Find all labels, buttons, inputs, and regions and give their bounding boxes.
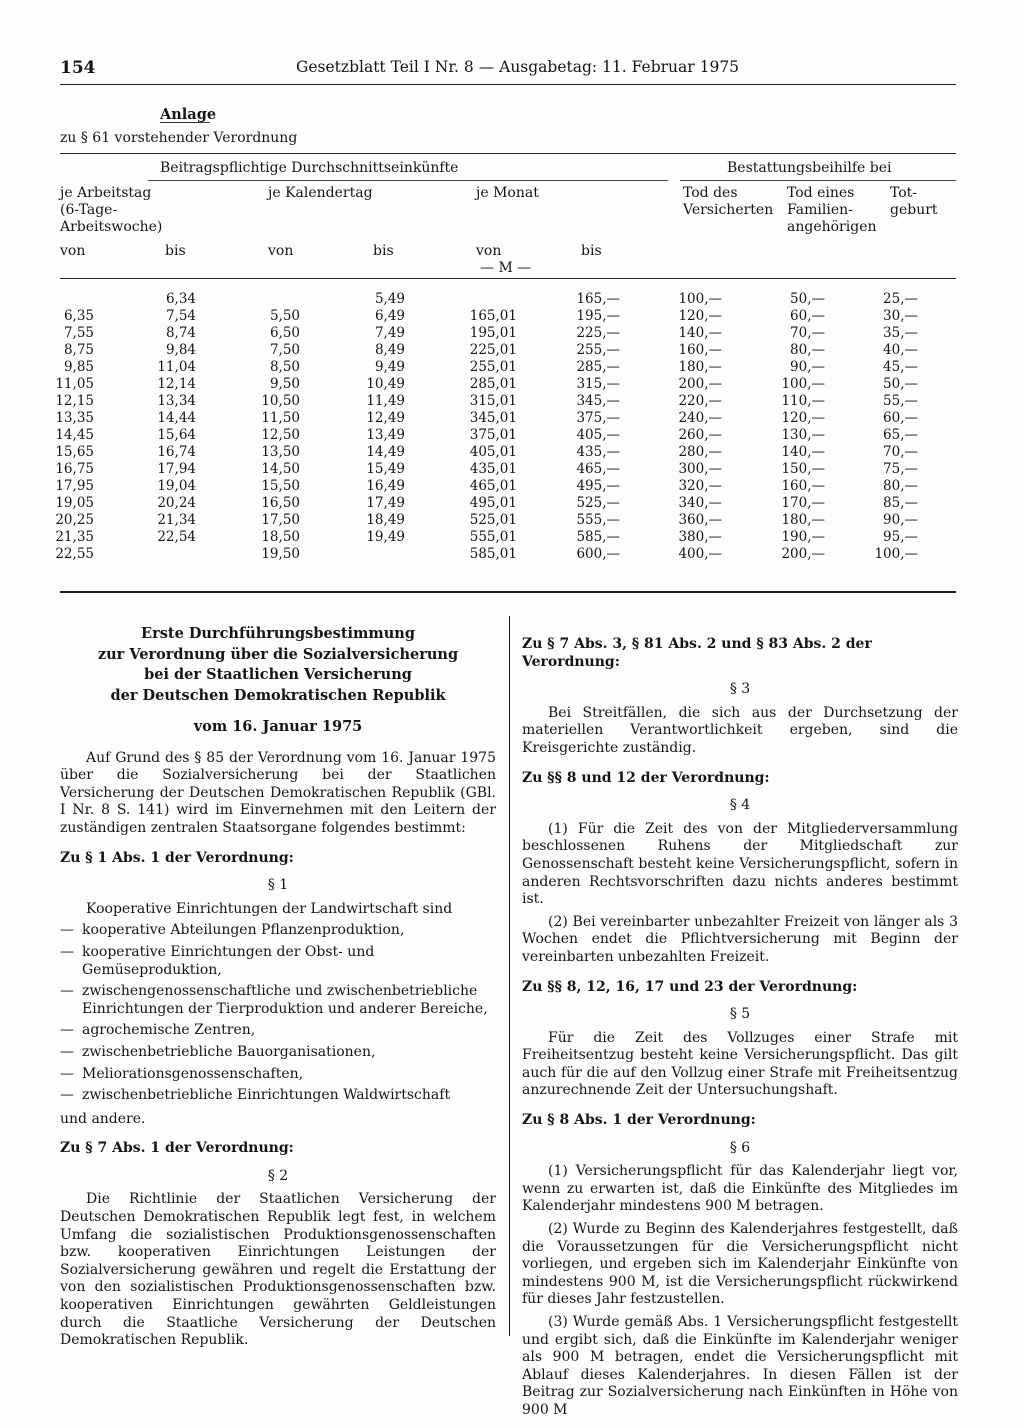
table-cell: 7,54 — [165, 308, 196, 324]
list-item-text: kooperative Einrichtungen der Obst- und Gemüseproduktion, — [82, 943, 375, 978]
table-cell: 50,— — [790, 291, 825, 307]
table-cell: 95,— — [883, 529, 918, 545]
table-cell: 375,— — [576, 410, 620, 426]
table-cell: 90,— — [790, 359, 825, 375]
table-cell: 100,— — [781, 376, 825, 392]
col-header-kalendertag: je Kalendertag — [268, 185, 373, 201]
header-rule — [60, 84, 956, 85]
table-cell: 22,55 — [55, 546, 94, 562]
table-cell: 495,01 — [469, 495, 517, 511]
right-column — [522, 624, 958, 1420]
table-top-rule — [60, 153, 956, 154]
table-cell: 130,— — [781, 427, 825, 443]
table-cell: 80,— — [883, 478, 918, 494]
table-cell: 345,01 — [469, 410, 517, 426]
table-cell — [250, 291, 300, 308]
col-header-arbeitstag: je Arbeitstag (6-Tage- Arbeitswoche) — [60, 185, 163, 235]
table-cell: 405,01 — [469, 444, 517, 460]
intro-paragraph: Auf Grund des § 85 der Verordnung vom 16. Januar 1975 über die Sozialversicherung bei der Staatlichen Versicherung der Deutschen Demokratischen Republik (GBl. I Nr. 8 S. 141) wird im Einvernehmen mit den Leitern der zuständigen zentralen Staatsorgane folgendes bestimmt: — [60, 749, 496, 836]
subheader-von-1: von — [60, 243, 86, 259]
section-4-para-1: (1) Für die Zeit des von der Mitgliederversammlung beschlossenen Ruhens der Mitgliedschaft zur Genossenschaft besteht keine Versicherungspflicht, sofern in anderen Rechtsvorschriften dazu nichts anderes bestimmt ist. — [522, 820, 958, 908]
section-6-number: § 6 — [729, 1139, 751, 1156]
table-cell: 345,— — [576, 393, 620, 409]
table-cell: 555,— — [576, 512, 620, 528]
table-cell: 150,— — [781, 461, 825, 477]
table-cell: 90,— — [883, 512, 918, 528]
section-3-reference: Zu § 7 Abs. 3, § 81 Abs. 2 und § 83 Abs. 2 der Verordnung: — [522, 636, 872, 670]
table-cell: 200,— — [781, 546, 825, 562]
list-item: — kooperative Abteilungen Pflanzenproduktion, — [60, 922, 405, 939]
table-cell: 600,— — [576, 546, 620, 562]
regulation-title: Erste Durchführungsbestimmung zur Verordnung über die Sozialversicherung bei der Staatlichen Versicherung der Deutschen Demokratischen Republik — [97, 625, 459, 704]
table-cell — [455, 291, 517, 308]
subheader-bis-3: bis — [581, 243, 602, 259]
table-cell: 300,— — [678, 461, 722, 477]
table-cell: 255,01 — [469, 359, 517, 375]
table-cell: 14,45 — [55, 427, 94, 443]
table-cell: 20,25 — [55, 512, 94, 528]
list-item-text: kooperative Abteilungen Pflanzenproduktion, — [82, 922, 405, 939]
col-header-monat: je Monat — [476, 185, 539, 201]
list-item-text: zwischenbetriebliche Einrichtungen Waldwirtschaft — [82, 1087, 451, 1104]
list-item-text: agrochemische Zentren, — [82, 1022, 256, 1039]
col-tod-familie — [770, 291, 825, 563]
section-1-list — [60, 922, 496, 1104]
table-cell: 140,— — [781, 444, 825, 460]
table-cell: 465,— — [576, 461, 620, 477]
table-cell — [350, 546, 405, 563]
table-cell: 13,34 — [157, 393, 196, 409]
table-cell: 45,— — [883, 359, 918, 375]
table-cell: 15,49 — [366, 461, 405, 477]
col-kalendertag-von — [250, 291, 300, 563]
table-cell: 180,— — [781, 512, 825, 528]
table-cell: 6,35 — [63, 308, 94, 324]
col-monat-von — [455, 291, 517, 563]
table-cell: 225,— — [576, 325, 620, 341]
section-1-reference: Zu § 1 Abs. 1 der Verordnung: — [60, 849, 294, 866]
table-cell: 285,01 — [469, 376, 517, 392]
list-item: — zwischenbetriebliche Bauorganisationen, — [60, 1043, 376, 1060]
section-4-reference: Zu §§ 8 und 12 der Verordnung: — [522, 769, 770, 786]
table-cell: 380,— — [678, 529, 722, 545]
table-cell — [140, 546, 196, 563]
section-1-number: § 1 — [267, 877, 289, 894]
table-cell: 120,— — [781, 410, 825, 426]
table-cell: 10,49 — [366, 376, 405, 392]
table-cell: 555,01 — [469, 529, 517, 545]
section-6-reference: Zu § 8 Abs. 1 der Verordnung: — [522, 1112, 756, 1129]
page-number: 154 — [60, 58, 96, 78]
section-4-para-2: (2) Bei vereinbarter unbezahlter Freizeit von länger als 3 Wochen endet die Pflichtversicherung mit Beginn der vereinbarten unbezahlten Freizeit. — [522, 913, 958, 965]
col-monat-bis — [560, 291, 620, 563]
table-cell: 10,50 — [261, 393, 300, 409]
table-cell: 12,49 — [366, 410, 405, 426]
table-cell: 525,01 — [469, 512, 517, 528]
table-cell: 7,55 — [63, 325, 94, 341]
table-cell: 435,— — [576, 444, 620, 460]
table-cell: 17,49 — [366, 495, 405, 511]
section-6-para-2: (2) Wurde zu Beginn des Kalenderjahres festgestellt, daß die Voraussetzungen für die Versicherungspflicht nicht vorliegen, und ergeben sich im Kalenderjahr Einkünfte von mindestens 900 M, ist die Versicherungspflicht rückwirkend für dieses Jahr festzustellen. — [522, 1221, 958, 1308]
subheader-bis-1: bis — [165, 243, 186, 259]
col-totgeburt — [860, 291, 918, 563]
table-cell: 340,— — [678, 495, 722, 511]
table-cell: 435,01 — [469, 461, 517, 477]
table-cell: 140,— — [678, 325, 722, 341]
table-cell: 320,— — [678, 478, 722, 494]
subheader-bis-2: bis — [373, 243, 394, 259]
list-item: — zwischengenossenschaftliche und zwischenbetriebliche Einrichtungen der Tierproduktion und anderer Bereiche, — [60, 983, 496, 1018]
table-cell: 120,— — [678, 308, 722, 324]
table-cell: 285,— — [576, 359, 620, 375]
table-cell: 165,01 — [469, 308, 517, 324]
page-header — [60, 58, 960, 82]
table-bottom-rule — [60, 591, 956, 593]
table-cell: 60,— — [883, 410, 918, 426]
table-cell: 8,75 — [63, 342, 94, 358]
table-cell: 20,24 — [157, 495, 196, 511]
table-cell: 165,— — [576, 291, 620, 307]
table-cell: 75,— — [883, 461, 918, 477]
list-item-text: zwischengenossenschaftliche und zwischenbetriebliche Einrichtungen der Tierproduktion und anderer Bereiche, — [82, 983, 488, 1017]
table-cell: 30,— — [883, 308, 918, 324]
table-cell: 70,— — [883, 444, 918, 460]
table-cell: 495,— — [576, 478, 620, 494]
table-cell: 9,49 — [374, 359, 405, 375]
table-cell: 17,95 — [55, 478, 94, 494]
table-cell: 19,50 — [261, 546, 300, 562]
table-cell: 35,— — [883, 325, 918, 341]
table-cell: 13,35 — [55, 410, 94, 426]
section-5-text: Für die Zeit des Vollzuges einer Strafe mit Freiheitsentzug besteht keine Versicherungspflicht. Das gilt auch für die auf den Vollzug einer Strafe mit Freiheitsentzug anzurechnende Zeit der Untersuchungshaft. — [522, 1029, 958, 1099]
table-cell: 585,01 — [469, 546, 517, 562]
table-cell: 405,— — [576, 427, 620, 443]
list-item: — zwischenbetriebliche Einrichtungen Waldwirtschaft — [60, 1087, 451, 1104]
table-cell: 19,05 — [55, 495, 94, 511]
table-cell: 9,84 — [165, 342, 196, 358]
table-cell: 15,64 — [157, 427, 196, 443]
table-cell: 465,01 — [469, 478, 517, 494]
table-cell: 525,— — [576, 495, 620, 511]
left-column — [60, 624, 496, 1350]
table-cell: 7,49 — [374, 325, 405, 341]
table-cell: 8,50 — [269, 359, 300, 375]
table-cell: 65,— — [883, 427, 918, 443]
table-cell: 200,— — [678, 376, 722, 392]
table-cell: 13,49 — [366, 427, 405, 443]
table-cell: 280,— — [678, 444, 722, 460]
table-cell: 18,50 — [261, 529, 300, 545]
section-2-number: § 2 — [267, 1167, 289, 1184]
section-5-number: § 5 — [729, 1006, 751, 1023]
section-5-reference: Zu §§ 8, 12, 16, 17 und 23 der Verordnung: — [522, 978, 858, 995]
section-3-number: § 3 — [729, 681, 751, 698]
col-arbeitstag-bis — [140, 291, 196, 563]
income-group-rule — [148, 180, 668, 181]
section-2-reference: Zu § 7 Abs. 1 der Verordnung: — [60, 1140, 294, 1157]
table-cell: 21,34 — [157, 512, 196, 528]
table-cell: 100,— — [874, 546, 918, 562]
col-arbeitstag-von — [40, 291, 94, 563]
table-cell: 180,— — [678, 359, 722, 375]
table-cell: 255,— — [576, 342, 620, 358]
subheader-von-3: von — [476, 243, 502, 259]
list-item: — kooperative Einrichtungen der Obst- und Gemüseproduktion, — [60, 944, 496, 979]
list-item: — agrochemische Zentren, — [60, 1022, 256, 1039]
table-cell: 6,49 — [374, 308, 405, 324]
table-cell: 315,01 — [469, 393, 517, 409]
regulation-date: vom 16. Januar 1975 — [193, 718, 363, 735]
table-cell: 9,85 — [63, 359, 94, 375]
table-cell: 585,— — [576, 529, 620, 545]
table-cell: 15,50 — [261, 478, 300, 494]
section-3-text: Bei Streitfällen, die sich aus der Durchsetzung der materiellen Verantwortlichkeit ergeben, sind die Kreisgerichte zuständig. — [522, 704, 958, 756]
table-cell: 400,— — [678, 546, 722, 562]
anlage-subtitle: zu § 61 vorstehender Verordnung — [60, 130, 298, 146]
table-cell: 19,49 — [366, 529, 405, 545]
table-cell: 25,— — [883, 291, 918, 307]
table-cell: 8,49 — [374, 342, 405, 358]
table-cell: 160,— — [781, 478, 825, 494]
table-cell: 14,50 — [261, 461, 300, 477]
table-cell: 85,— — [883, 495, 918, 511]
table-cell: 12,15 — [55, 393, 94, 409]
table-cell: 110,— — [781, 393, 825, 409]
column-divider — [509, 616, 510, 1336]
table-cell: 315,— — [576, 376, 620, 392]
table-cell: 70,— — [790, 325, 825, 341]
table-cell: 9,50 — [269, 376, 300, 392]
table-cell — [40, 291, 94, 308]
table-cell: 50,— — [883, 376, 918, 392]
table-cell: 160,— — [678, 342, 722, 358]
table-cell: 16,74 — [157, 444, 196, 460]
table-cell: 15,65 — [55, 444, 94, 460]
col-header-tod-familie: Tod eines Familien- angehörigen — [787, 185, 877, 235]
section-1-outro: und andere. — [60, 1110, 146, 1127]
table-cell: 195,01 — [469, 325, 517, 341]
col-tod-versicherten — [660, 291, 722, 563]
col-kalendertag-bis — [350, 291, 405, 563]
table-cell: 11,04 — [157, 359, 196, 375]
table-cell: 16,50 — [261, 495, 300, 511]
list-item-text: Meliorationsgenossenschaften, — [82, 1065, 304, 1082]
list-item: — Meliorationsgenossenschaften, — [60, 1065, 304, 1082]
col-header-tod-versicherten: Tod des Versicherten — [683, 185, 774, 218]
table-cell: 19,04 — [157, 478, 196, 494]
table-cell: 14,49 — [366, 444, 405, 460]
table-cell: 225,01 — [469, 342, 517, 358]
table-cell: 80,— — [790, 342, 825, 358]
table-header-rule — [60, 278, 956, 279]
table-cell: 16,49 — [366, 478, 405, 494]
table-cell: 6,50 — [269, 325, 300, 341]
table-cell: 55,— — [883, 393, 918, 409]
table-cell: 100,— — [678, 291, 722, 307]
anlage-underline — [160, 122, 210, 123]
table-cell: 11,49 — [366, 393, 405, 409]
unit-mark: — M — — [480, 260, 532, 276]
table-cell: 5,49 — [374, 291, 405, 307]
table-cell: 7,50 — [269, 342, 300, 358]
table-cell: 190,— — [781, 529, 825, 545]
section-4-number: § 4 — [729, 797, 751, 814]
table-cell: 360,— — [678, 512, 722, 528]
anlage-label: Anlage — [160, 106, 217, 123]
table-cell: 11,05 — [55, 376, 94, 392]
table-cell: 375,01 — [469, 427, 517, 443]
table-cell: 17,94 — [157, 461, 196, 477]
table-cell: 5,50 — [269, 308, 300, 324]
burial-group-rule — [680, 180, 956, 181]
table-cell: 220,— — [678, 393, 722, 409]
table-cell: 12,50 — [261, 427, 300, 443]
table-cell: 240,— — [678, 410, 722, 426]
section-6-para-3: (3) Wurde gemäß Abs. 1 Versicherungspflicht festgestellt und ergibt sich, daß die Einkünfte im Kalenderjahr weniger als 900 M betragen, endet die Versicherungspflicht mit Ablauf dieses Kalenderjahres. In diesen Fällen ist der Beitrag zur Sozialversicherung nach Einkünften in Höhe von 900 M — [522, 1314, 958, 1418]
table-cell: 21,35 — [55, 529, 94, 545]
section-1-intro: Kooperative Einrichtungen der Landwirtschaft sind — [86, 900, 453, 917]
income-group-header: Beitragspflichtige Durchschnittseinkünfte — [160, 160, 459, 176]
table-cell: 11,50 — [261, 410, 300, 426]
table-cell: 14,44 — [157, 410, 196, 426]
table-cell: 17,50 — [261, 512, 300, 528]
table-cell: 40,— — [883, 342, 918, 358]
table-cell: 195,— — [576, 308, 620, 324]
table-cell: 6,34 — [165, 291, 196, 307]
gazette-title: Gesetzblatt Teil I Nr. 8 — Ausgabetag: 11. Februar 1975 — [296, 58, 740, 76]
table-cell: 170,— — [781, 495, 825, 511]
table-cell: 12,14 — [157, 376, 196, 392]
table-cell: 13,50 — [261, 444, 300, 460]
table-cell: 60,— — [790, 308, 825, 324]
table-cell: 8,74 — [165, 325, 196, 341]
burial-group-header: Bestattungsbeihilfe bei — [727, 160, 892, 176]
list-item-text: zwischenbetriebliche Bauorganisationen, — [82, 1043, 376, 1060]
col-header-totgeburt: Tot- geburt — [890, 185, 938, 218]
table-cell: 260,— — [678, 427, 722, 443]
section-2-text: Die Richtlinie der Staatlichen Versicherung der Deutschen Demokratischen Republik legt fest, in welchem Umfang die sozialistischen Produktionsgenossenschaften bzw. kooperativen Einrichtungen Leistungen der Sozialversicherung gewähren und regelt die Erstattung der von den sozialistischen Produktionsgenossenschaften bzw. kooperativen Einrichtungen gewährten Geldleistungen durch die Staatliche Versicherung der Deutschen Demokratischen Republik. — [60, 1191, 496, 1349]
subheader-von-2: von — [268, 243, 294, 259]
table-cell: 22,54 — [157, 529, 196, 545]
section-6-para-1: (1) Versicherungspflicht für das Kalenderjahr liegt vor, wenn zu erwarten ist, daß die Einkünfte des Mitgliedes im Kalenderjahr mindestens 900 M betragen. — [522, 1163, 958, 1215]
table-cell: 18,49 — [366, 512, 405, 528]
table-cell: 16,75 — [55, 461, 94, 477]
